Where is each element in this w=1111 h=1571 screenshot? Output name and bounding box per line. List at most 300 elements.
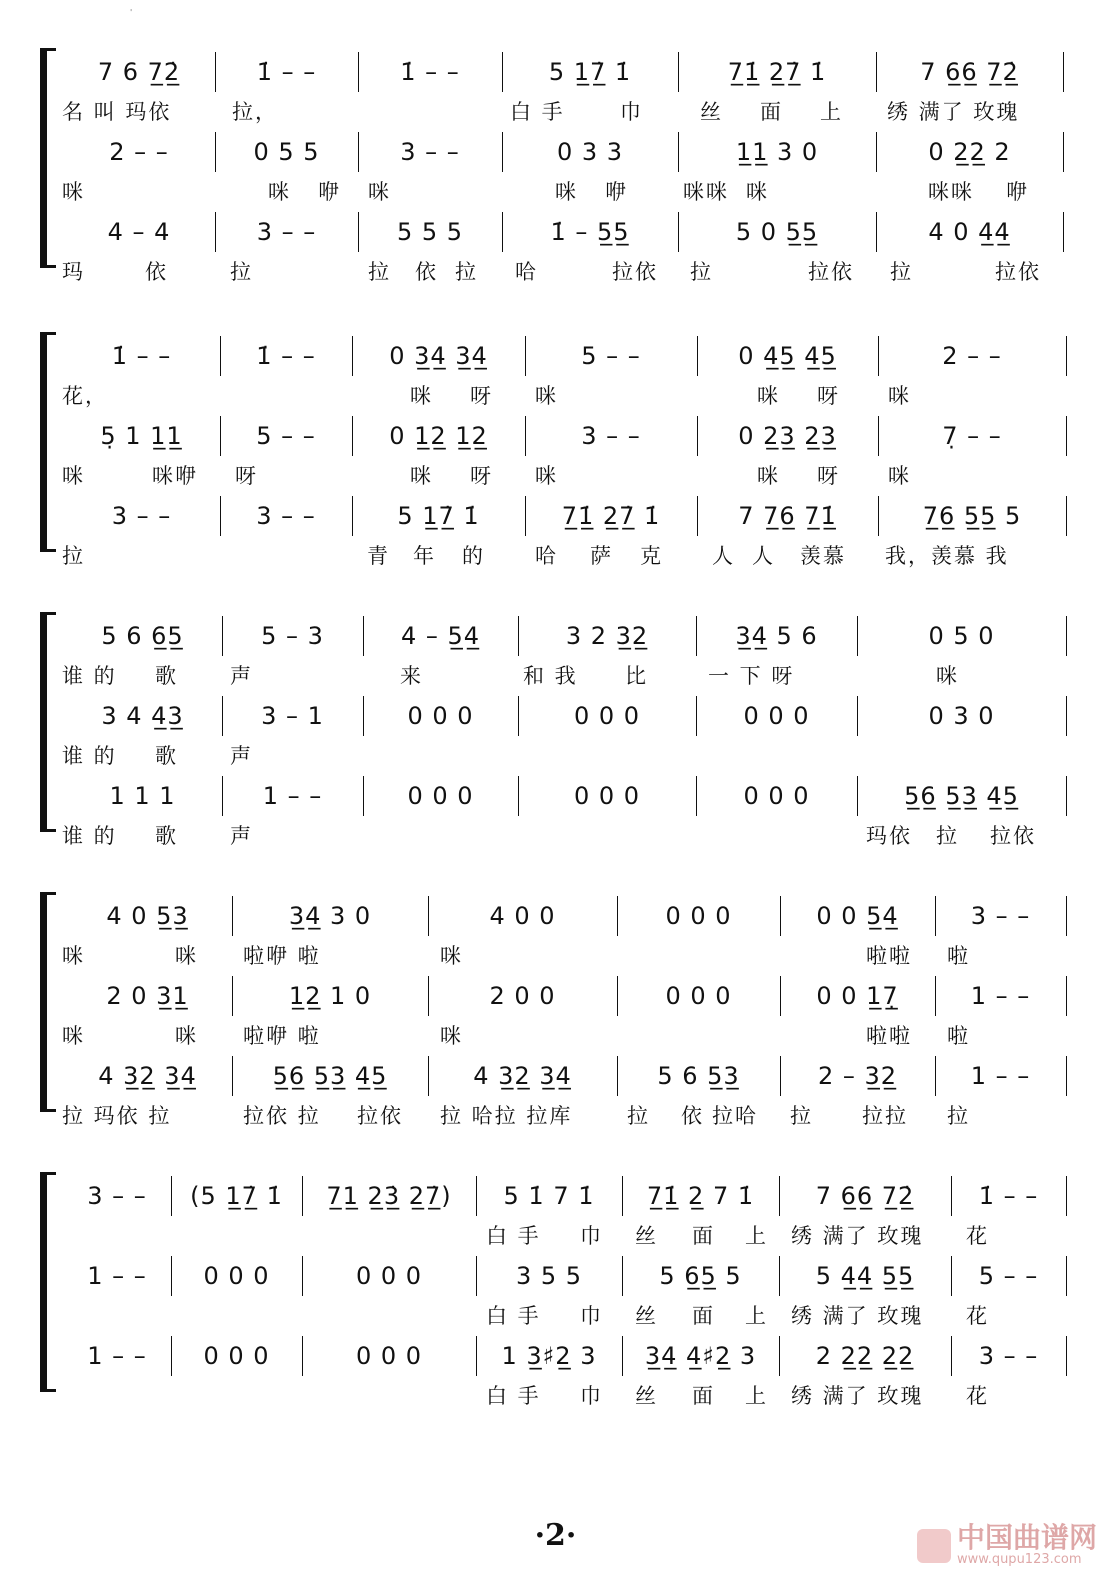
measure-notes: 2 0 3̲1̲: [106, 982, 189, 1010]
measure-notes: 0 5 5: [253, 138, 320, 166]
measure-notes: 0 0 0: [743, 782, 810, 810]
barline: [363, 696, 364, 736]
measure-notes: 5 – –: [581, 342, 641, 370]
barline: [358, 132, 359, 172]
page-number: ·2·: [534, 1518, 577, 1553]
measure-notes: 2 2̲2̲ 2̲2̲: [815, 1342, 915, 1370]
voice-part: [0, 692, 1111, 768]
barline: [518, 696, 519, 736]
barline: [1066, 776, 1067, 816]
lyric-text: 羡慕: [800, 544, 846, 568]
lyric-text: 咪: [175, 1024, 198, 1048]
lyric-text: 拉: [936, 824, 959, 848]
barline: [220, 416, 221, 456]
barline: [302, 1176, 303, 1216]
barline: [878, 496, 879, 536]
lyric-text: 咪咪: [928, 180, 974, 204]
barline: [518, 616, 519, 656]
barline: [951, 1336, 952, 1376]
barline: [1066, 1176, 1067, 1216]
measure-notes: 5̲6̲ 5̲3̲ 4̲5̲: [272, 1062, 388, 1090]
barline: [935, 896, 936, 936]
measure-notes: 7̲1̲̇ 2̲7̲̇ 1̇: [561, 502, 661, 530]
lyric-text: 咪: [757, 384, 780, 408]
barline: [1066, 416, 1067, 456]
lyric-text: 年: [413, 544, 436, 568]
barline: [1063, 212, 1064, 252]
barline: [1066, 696, 1067, 736]
lyric-text: 来: [400, 664, 423, 688]
barline: [220, 336, 221, 376]
lyric-text: 巾: [580, 1384, 603, 1408]
measure-notes: 3 4 4̲3̲: [101, 702, 184, 730]
voice-part: [0, 612, 1111, 688]
barline: [779, 1176, 780, 1216]
lyric-text: 拉依: [357, 1104, 403, 1128]
voice-part: [0, 492, 1111, 568]
measure-notes: 5 – –: [978, 1262, 1039, 1290]
barline: [1063, 132, 1064, 172]
lyric-text: 青: [367, 544, 390, 568]
measure-notes: 1̇ – –: [111, 342, 172, 370]
measure-notes: 0 1̲2̲ 1̲2̲: [389, 422, 488, 450]
lyric-text: 拉依: [808, 260, 854, 284]
barline: [696, 696, 697, 736]
lyric-text: 玛: [62, 260, 85, 284]
lyric-text: 哈: [535, 544, 558, 568]
lyric-text: 拉: [455, 260, 478, 284]
lyric-text: 咪: [62, 1024, 85, 1048]
barline: [1063, 52, 1064, 92]
lyric-text: 咿: [605, 180, 628, 204]
measure-notes: 0 0 0: [355, 1342, 423, 1370]
lyric-text: 咪: [368, 180, 391, 204]
barline: [232, 1056, 233, 1096]
lyric-text: 咪: [268, 180, 291, 204]
measure-notes: 0 0 5̲4̲: [816, 902, 899, 930]
measure-notes: 1 – –: [970, 1062, 1031, 1090]
lyric-text: 呀: [817, 384, 840, 408]
measure-notes: 0 3 3: [556, 138, 624, 166]
barline: [951, 1176, 952, 1216]
measure-notes: 5̲6̲ 5̲3̲ 4̲5̲: [904, 782, 1019, 810]
voice-part: [0, 1252, 1111, 1328]
measure-notes: 0 0 0: [203, 1342, 270, 1370]
lyric-text: 谁 的: [62, 824, 117, 848]
voice-part: [0, 412, 1111, 488]
measure-notes: 0 0 0: [407, 702, 474, 730]
measure-notes: 3 – –: [400, 138, 460, 166]
lyric-text: 哈: [515, 260, 538, 284]
measure-notes: 3 – –: [256, 218, 317, 246]
barline: [1066, 976, 1067, 1016]
lyric-text: 面: [692, 1304, 715, 1328]
lyric-text: 咪: [62, 180, 85, 204]
barline: [780, 976, 781, 1016]
lyric-text: 咪咿: [152, 464, 198, 488]
measure-notes: 4 0 4̲4̲: [928, 218, 1011, 246]
barline: [476, 1336, 477, 1376]
barline: [779, 1336, 780, 1376]
barline: [222, 696, 223, 736]
barline: [502, 52, 503, 92]
lyric-text: 谁 的: [62, 664, 117, 688]
lyric-text: 和 我: [523, 664, 578, 688]
barline: [951, 1256, 952, 1296]
lyric-text: 白 手: [486, 1384, 541, 1408]
lyric-text: 啦啦: [866, 944, 912, 968]
measure-notes: 1̲2̲ 1 0: [288, 982, 372, 1010]
barline: [518, 776, 519, 816]
barline: [1066, 1256, 1067, 1296]
corner-mark: ': [130, 8, 133, 17]
barline: [525, 496, 526, 536]
barline: [302, 1336, 303, 1376]
barline: [617, 976, 618, 1016]
lyric-text: 拉: [890, 260, 913, 284]
lyric-text: 咪: [410, 384, 433, 408]
measure-notes: 0 2̲3̲ 2̲3̲: [738, 422, 837, 450]
barline: [622, 1336, 623, 1376]
measure-notes: 2 – –: [109, 138, 169, 166]
barline: [352, 336, 353, 376]
voice-part: [0, 208, 1111, 284]
measure-notes: 0 0 0: [743, 702, 810, 730]
barline: [232, 976, 233, 1016]
lyric-text: 丝: [635, 1304, 658, 1328]
measure-notes: 3 – –: [581, 422, 641, 450]
measure-notes: 5 4̲4̲ 5̲5̲: [815, 1262, 915, 1290]
lyric-text: 咿: [318, 180, 341, 204]
measure-notes: 3 – –: [256, 502, 316, 530]
measure-notes: 0 0 0: [665, 982, 732, 1010]
barline: [696, 776, 697, 816]
lyric-text: 白 手: [486, 1304, 541, 1328]
barline: [678, 52, 679, 92]
measure-notes: 2 – –: [942, 342, 1002, 370]
barline: [697, 496, 698, 536]
lyric-text: 声: [230, 664, 253, 688]
barline: [1066, 1056, 1067, 1096]
barline: [697, 336, 698, 376]
barline: [476, 1256, 477, 1296]
lyric-text: 绣 满了 玫瑰: [791, 1224, 924, 1248]
lyric-text: 咪: [440, 944, 463, 968]
lyric-text: 名 叫 玛依: [62, 100, 172, 124]
lyric-text: 拉: [690, 260, 713, 284]
measure-notes: 3 – –: [970, 902, 1031, 930]
measure-notes: 5 1̲7̲̇ 1̇: [397, 502, 480, 530]
lyric-text: 上: [745, 1304, 768, 1328]
lyric-text: 咪: [440, 1024, 463, 1048]
barline: [622, 1176, 623, 1216]
lyric-text: 拉 哈拉 拉库: [440, 1104, 573, 1128]
measure-notes: 0 0 0: [665, 902, 732, 930]
barline: [215, 52, 216, 92]
barline: [878, 336, 879, 376]
barline: [358, 212, 359, 252]
barline: [876, 212, 877, 252]
lyric-text: 绣 满了 玫瑰: [791, 1384, 924, 1408]
barline: [215, 212, 216, 252]
lyric-text: 依: [145, 260, 168, 284]
lyric-text: 谁 的: [62, 744, 117, 768]
lyric-text: 拉依 拉: [243, 1104, 321, 1128]
lyric-text: 丝: [635, 1224, 658, 1248]
measure-notes: 1 – –: [970, 982, 1031, 1010]
lyric-text: 咪: [888, 384, 911, 408]
lyric-text: 拉，: [232, 100, 278, 124]
lyric-text: 咪: [757, 464, 780, 488]
lyric-text: 拉: [368, 260, 391, 284]
measure-notes: 3̲4̲ 3 0: [288, 902, 372, 930]
lyric-text: 咪: [936, 664, 959, 688]
barline: [697, 416, 698, 456]
measure-notes: 0 2̲2̲ 2: [928, 138, 1011, 166]
lyric-text: 拉: [790, 1104, 813, 1128]
barline: [428, 1056, 429, 1096]
lyric-text: 拉哈: [712, 1104, 758, 1128]
barline: [622, 1256, 623, 1296]
measure-notes: 0 0 0: [573, 702, 641, 730]
lyric-text: 声: [230, 744, 253, 768]
voice-part: [0, 1332, 1111, 1408]
measure-notes: 5 6 6̲5̲: [101, 622, 184, 650]
lyric-text: 咿: [1006, 180, 1029, 204]
barline: [780, 1056, 781, 1096]
lyric-text: 啦咿 啦: [243, 1024, 321, 1048]
barline: [1066, 616, 1067, 656]
barline: [779, 1256, 780, 1296]
barline: [171, 1256, 172, 1296]
measure-notes: 0 0 0: [203, 1262, 270, 1290]
measure-notes: 3̲4̲ 5 6: [735, 622, 818, 650]
measure-notes: 4 3̲2̲ 3̲4̲: [473, 1062, 572, 1090]
lyric-text: 呀: [470, 464, 493, 488]
lyric-text: 巾: [580, 1304, 603, 1328]
lyric-text: 面: [760, 100, 783, 124]
measure-notes: 1̇ – –: [256, 342, 316, 370]
barline: [352, 416, 353, 456]
voice-part: [0, 972, 1111, 1048]
barline: [525, 416, 526, 456]
measure-notes: 5 1̇ 7 1̇: [503, 1182, 595, 1210]
lyric-text: 呀: [235, 464, 258, 488]
lyric-text: 的: [462, 544, 485, 568]
measure-notes: 5 0 5̲5̲: [735, 218, 819, 246]
voice-part: [0, 128, 1111, 204]
measure-notes: 5̣ 1 1̲1̲: [100, 422, 183, 450]
barline: [617, 896, 618, 936]
lyric-text: 巾: [620, 100, 643, 124]
lyric-text: 歌: [155, 824, 178, 848]
lyric-text: 呀: [470, 384, 493, 408]
watermark-logo-icon: [917, 1529, 951, 1563]
lyric-text: 拉 玛依 拉: [62, 1104, 172, 1128]
lyric-text: 花: [966, 1304, 989, 1328]
barline: [876, 132, 877, 172]
lyric-text: 呀: [817, 464, 840, 488]
lyric-text: 拉依: [612, 260, 658, 284]
lyric-text: 咪: [746, 180, 769, 204]
measure-notes: 1̇ – –: [978, 1182, 1039, 1210]
measure-notes: 3 – 1: [261, 702, 324, 730]
measure-notes: 1 – –: [87, 1342, 147, 1370]
barline: [617, 1056, 618, 1096]
measure-notes: 4 0 0: [489, 902, 556, 930]
measure-notes: 7̲6̲ 5̲5̲ 5: [922, 502, 1022, 530]
barline: [1066, 496, 1067, 536]
measure-notes: 1 3̲♯2̲ 3: [501, 1342, 597, 1370]
lyric-text: 巾: [580, 1224, 603, 1248]
site-watermark: [917, 1521, 1097, 1567]
barline: [222, 776, 223, 816]
voice-part: [0, 1172, 1111, 1248]
lyric-text: 我，羡慕 我: [885, 544, 1009, 568]
lyric-text: 面: [692, 1224, 715, 1248]
measure-notes: 7̣ – –: [942, 422, 1002, 450]
barline: [171, 1336, 172, 1376]
barline: [1066, 336, 1067, 376]
measure-notes: 5 5 5: [396, 218, 464, 246]
lyric-text: 白 手: [486, 1224, 541, 1248]
barline: [935, 1056, 936, 1096]
measure-notes: 3 2 3̲2̲: [565, 622, 649, 650]
barline: [935, 976, 936, 1016]
barline: [876, 52, 877, 92]
measure-notes: 3 5 5: [515, 1262, 583, 1290]
measure-notes: (5 1̲7̲̇ 1̇: [190, 1182, 283, 1210]
lyric-text: 咪: [175, 944, 198, 968]
lyric-text: 白 手: [510, 100, 565, 124]
lyric-text: 一 下 呀: [708, 664, 795, 688]
lyric-text: 拉依: [990, 824, 1036, 848]
lyric-text: 上: [745, 1384, 768, 1408]
measure-notes: 0 0 1̲7̲̣: [816, 982, 899, 1010]
measure-notes: 0 3̲4̲ 3̲4̲: [389, 342, 488, 370]
lyric-text: 歌: [155, 744, 178, 768]
barline: [220, 496, 221, 536]
barline: [780, 896, 781, 936]
barline: [222, 616, 223, 656]
measure-notes: 1 1 1: [109, 782, 176, 810]
barline: [678, 212, 679, 252]
measure-notes: 1̲1̲ 3 0: [735, 138, 819, 166]
lyric-text: 咪: [535, 464, 558, 488]
lyric-text: 拉依: [995, 260, 1041, 284]
lyric-text: 丝: [635, 1384, 658, 1408]
lyric-text: 拉拉: [862, 1104, 908, 1128]
lyric-text: 咪咪: [683, 180, 729, 204]
barline: [215, 132, 216, 172]
measure-notes: 5 – 3: [261, 622, 324, 650]
measure-notes: 3̲4̲ 4̲♯2̲ 3: [644, 1342, 757, 1370]
lyric-text: 人: [712, 544, 735, 568]
barline: [352, 496, 353, 536]
measure-notes: 4 – 5̲4̲: [400, 622, 481, 650]
lyric-text: 拉: [62, 544, 85, 568]
barline: [428, 896, 429, 936]
measure-notes: 7 7̲6̲ 7̲1̲̇: [738, 502, 837, 530]
voice-part: [0, 1052, 1111, 1128]
lyric-text: 啦啦: [866, 1024, 912, 1048]
lyric-text: 咪: [410, 464, 433, 488]
voice-part: [0, 772, 1111, 848]
measure-notes: 7 6̲6̲ 7̲2̲̇: [815, 1182, 915, 1210]
measure-notes: 7 6 7̲2̲̇: [97, 58, 181, 86]
lyric-text: 花: [966, 1224, 989, 1248]
measure-notes: 5 6̲5̲ 5: [659, 1262, 742, 1290]
lyric-text: 咪: [888, 464, 911, 488]
measure-notes: 7̲1̲̇ 2̲ 7 1̇: [646, 1182, 755, 1210]
barline: [363, 776, 364, 816]
measure-notes: 4 0 5̲3̲: [106, 902, 189, 930]
lyric-text: 绣 满了 玫瑰: [791, 1304, 924, 1328]
barline: [476, 1176, 477, 1216]
measure-notes: 0 0 0: [355, 1262, 423, 1290]
lyric-text: 咪: [555, 180, 578, 204]
lyric-text: 绣 满了 玫瑰: [887, 100, 1020, 124]
lyric-text: 啦咿 啦: [243, 944, 321, 968]
lyric-text: 花，: [62, 384, 108, 408]
measure-notes: 1̇ – 5̲5̲: [550, 218, 630, 246]
lyric-text: 人: [752, 544, 775, 568]
voice-part: [0, 48, 1111, 124]
lyric-text: 拉: [947, 1104, 970, 1128]
measure-notes: 4 3̲2̲ 3̲4̲: [98, 1062, 197, 1090]
voice-part: [0, 892, 1111, 968]
barline: [358, 52, 359, 92]
lyric-text: 歌: [155, 664, 178, 688]
barline: [878, 416, 879, 456]
barline: [857, 696, 858, 736]
lyric-text: 花: [966, 1384, 989, 1408]
barline: [428, 976, 429, 1016]
voice-part: [0, 332, 1111, 408]
barline: [302, 1256, 303, 1296]
measure-notes: 5 – –: [256, 422, 316, 450]
measure-notes: 0 0 0: [407, 782, 474, 810]
lyric-text: 咪: [535, 384, 558, 408]
measure-notes: 4 – 4: [107, 218, 171, 246]
watermark-url: www.qupu123.com: [956, 1552, 1082, 1567]
lyric-text: 咪: [62, 944, 85, 968]
lyric-text: 啦: [947, 944, 970, 968]
barline: [857, 616, 858, 656]
measure-notes: 1̇ – –: [256, 58, 317, 86]
measure-notes: 0 3 0: [928, 702, 995, 730]
measure-notes: 7̲1̲ 2̲3̲̇ 2̲7̲̇): [326, 1182, 452, 1210]
barline: [171, 1176, 172, 1216]
measure-notes: 7 6̲6̲ 7̲2̲̇: [920, 58, 1019, 86]
lyric-text: 声: [230, 824, 253, 848]
barline: [678, 132, 679, 172]
lyric-text: 依: [681, 1104, 704, 1128]
lyric-text: 上: [820, 100, 843, 124]
barline: [1066, 1336, 1067, 1376]
barline: [696, 616, 697, 656]
measure-notes: 1 – –: [262, 782, 323, 810]
measure-notes: 3 – –: [111, 502, 172, 530]
barline: [232, 896, 233, 936]
barline: [1066, 896, 1067, 936]
barline: [502, 132, 503, 172]
lyric-text: 啦: [947, 1024, 970, 1048]
lyric-text: 咪: [62, 464, 85, 488]
measure-notes: 3 – –: [978, 1342, 1039, 1370]
measure-notes: 2 – 3̲2̲: [817, 1062, 898, 1090]
measure-notes: 5 1̲7̲̇ 1̇: [548, 58, 632, 86]
